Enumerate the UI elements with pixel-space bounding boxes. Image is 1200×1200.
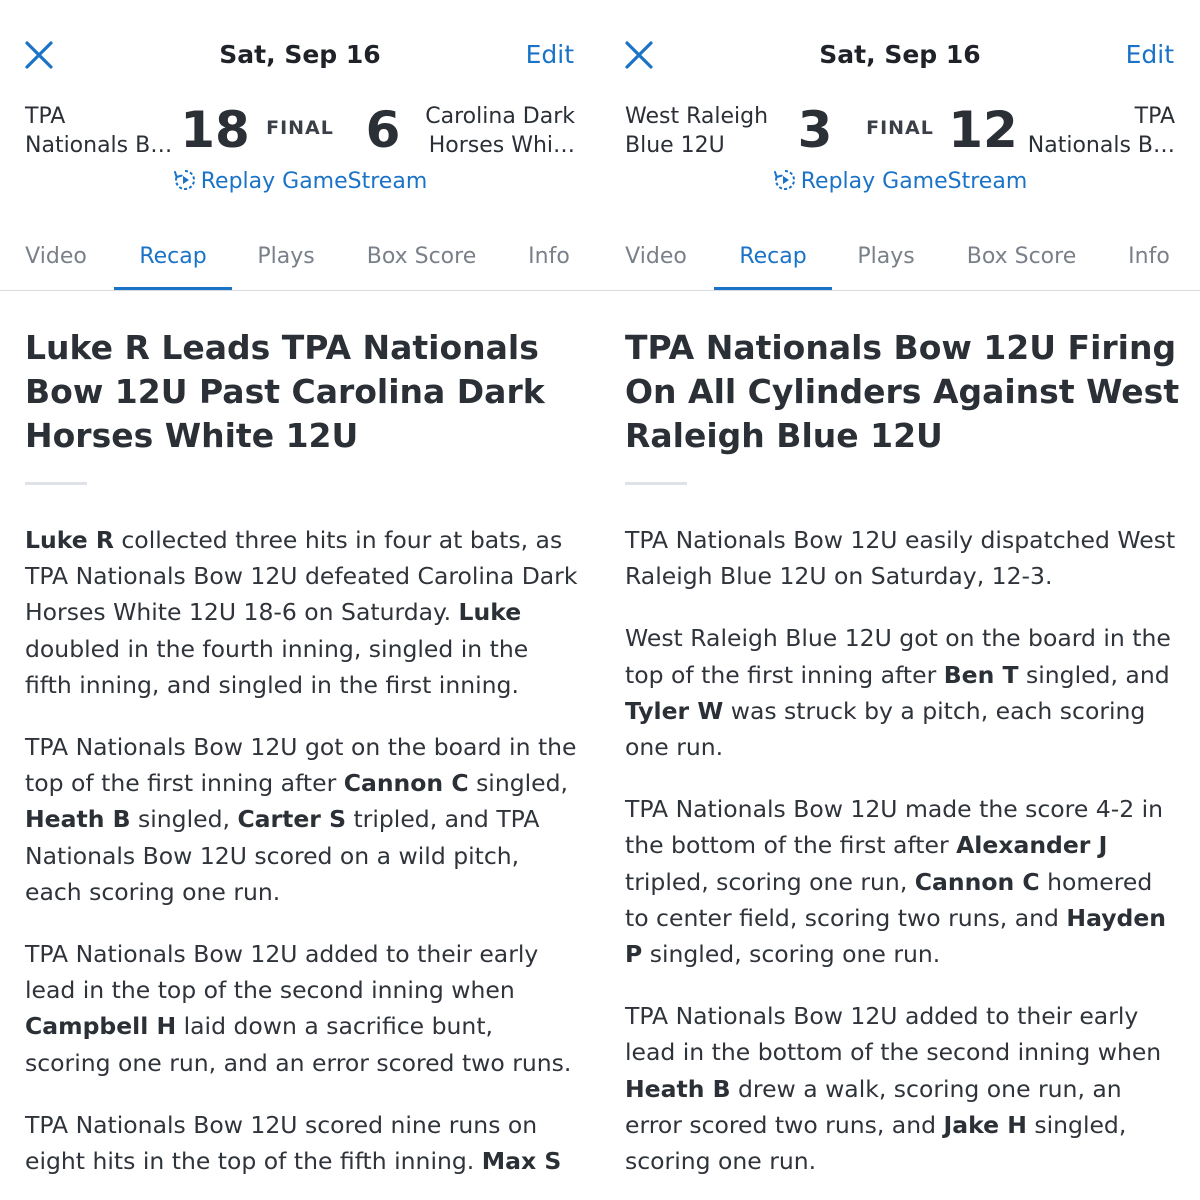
scoreboard — [600, 100, 1200, 170]
away-team-name-line2: Nationals B… — [25, 133, 173, 158]
away-team-name-line1: West Raleigh — [625, 104, 769, 129]
tab-box-score[interactable]: Box Score — [966, 244, 1077, 269]
home-team-name-line1: Carolina Dark — [425, 104, 575, 129]
recap-text: TPA Nationals Bow 12U got on the board in the top of the first inning after — [25, 733, 577, 798]
player-name: Max S — [481, 1147, 562, 1176]
recap-headline: TPA Nationals Bow 12U Firing On All Cylinders Against West Raleigh Blue 12U — [625, 328, 1180, 455]
recap-headline: Luke R Leads TPA Nationals Bow 12U Past Carolina Dark Horses White 12U — [25, 328, 545, 455]
recap-text: TPA Nationals Bow 12U added to their early lead in the top of the second inning when — [25, 940, 539, 1005]
tab-video[interactable]: Video — [625, 244, 687, 269]
home-team-name-line1: TPA — [1134, 104, 1175, 129]
recap-paragraph — [625, 998, 1180, 1179]
edit-button[interactable]: Edit — [525, 40, 574, 69]
player-name: Heath B — [625, 1074, 731, 1103]
recap-paragraph — [25, 729, 580, 910]
game-recap-screen-2 — [600, 0, 1200, 1200]
away-team-name-line1: TPA — [25, 104, 66, 129]
top-bar — [0, 30, 600, 86]
tab-info[interactable]: Info — [528, 244, 570, 269]
recap-text: singled, — [468, 769, 569, 798]
player-name: Jake H — [943, 1110, 1027, 1139]
home-team-name[interactable] — [1010, 102, 1175, 160]
game-status: FINAL — [266, 117, 334, 139]
tab-video[interactable]: Video — [25, 244, 87, 269]
recap-text: drew a walk, scoring one run, an error scored two runs, and — [625, 1074, 1122, 1139]
player-name: Cannon C — [343, 769, 469, 798]
player-name: Carter S — [237, 805, 346, 834]
edit-button[interactable]: Edit — [1125, 40, 1174, 69]
recap-text: tripled, and TPA Nationals Bow 12U scored on a wild pitch, each scoring one run. — [25, 805, 540, 906]
recap-text: TPA Nationals Bow 12U made the score 4-2 in the bottom of the first after — [625, 795, 1164, 860]
player-name: Alexander J — [956, 831, 1108, 860]
game-status: FINAL — [866, 117, 934, 139]
player-name: Luke R — [25, 526, 114, 554]
game-date: Sat, Sep 16 — [219, 40, 381, 69]
recap-text: singled, scoring one run. — [625, 1110, 1127, 1176]
recap-text: singled, and — [1018, 660, 1170, 689]
home-team-name-line2: Nationals B… — [1027, 133, 1175, 158]
away-team-name[interactable] — [25, 102, 185, 160]
recap-paragraph — [25, 522, 580, 703]
home-team-score: 6 — [365, 101, 401, 159]
player-name: Cannon C — [914, 867, 1040, 896]
recap-text: singled, — [130, 805, 238, 834]
recap-paragraph — [625, 522, 1180, 594]
headline-divider — [25, 482, 87, 485]
replay-icon — [773, 168, 797, 192]
replay-gamestream-label: Replay GameStream — [200, 169, 428, 194]
recap-body — [625, 522, 1180, 1179]
recap-text: collected three hits in four at bats, as TPA Nationals Bow 12U defeated Carolina Dark Horses White 12U 18-6 on Saturday. — [25, 526, 578, 627]
recap-text: singled, scoring one run. — [642, 940, 941, 969]
recap-text: laid down a sacrifice bunt, scoring one run, and an error scored two runs. — [25, 1012, 572, 1077]
replay-icon — [173, 168, 197, 192]
recap-article — [25, 326, 580, 1200]
replay-gamestream-link[interactable] — [600, 168, 1200, 194]
home-team-name-line2: Horses Whi… — [428, 133, 575, 158]
tab-plays[interactable]: Plays — [257, 244, 315, 269]
recap-paragraph — [25, 936, 580, 1081]
recap-body — [25, 522, 580, 1179]
scoreboard — [0, 100, 600, 170]
player-name: Tyler W — [625, 696, 724, 725]
recap-paragraph — [625, 620, 1180, 765]
top-bar — [600, 30, 1200, 86]
tab-plays[interactable]: Plays — [857, 244, 915, 269]
player-name: Heath B — [25, 805, 131, 834]
player-name: Ben T — [943, 660, 1019, 689]
home-team-name[interactable] — [410, 102, 575, 160]
recap-text: homered to center field, scoring two runs, and — [625, 867, 1153, 932]
tab-bar — [0, 238, 600, 291]
tab-box-score[interactable]: Box Score — [366, 244, 477, 269]
tab-recap[interactable]: Recap — [114, 244, 232, 290]
away-team-name[interactable] — [625, 102, 785, 160]
game-date: Sat, Sep 16 — [819, 40, 981, 69]
away-team-name-line2: Blue 12U — [625, 133, 725, 158]
home-team-score: 12 — [948, 101, 1018, 159]
recap-text: tripled, scoring one run, — [625, 867, 915, 896]
player-name: Luke — [458, 598, 522, 627]
recap-text: was struck by a pitch, each scoring one run. — [625, 696, 1146, 762]
recap-text: TPA Nationals Bow 12U easily dispatched West Raleigh Blue 12U on Saturday, 12-3. — [625, 526, 1176, 591]
replay-gamestream-link[interactable] — [0, 168, 600, 194]
tab-bar — [600, 238, 1200, 291]
tab-info[interactable]: Info — [1128, 244, 1170, 269]
tab-recap[interactable]: Recap — [714, 244, 832, 290]
away-team-score: 18 — [180, 101, 250, 159]
recap-text: West Raleigh Blue 12U got on the board in the top of the first inning after — [625, 624, 1171, 689]
recap-text: doubled in the fourth inning, singled in the fifth inning, and singled in the first inning. — [25, 634, 529, 699]
player-name: Hayden P — [625, 903, 1167, 969]
recap-text: TPA Nationals Bow 12U added to their early lead in the bottom of the second inning when — [625, 1002, 1162, 1067]
away-team-score: 3 — [797, 101, 833, 159]
recap-paragraph — [625, 791, 1180, 972]
replay-gamestream-label: Replay GameStream — [800, 169, 1028, 194]
player-name: Campbell H — [25, 1012, 177, 1041]
recap-text: TPA Nationals Bow 12U scored nine runs on eight hits in the top of the fifth inning. — [25, 1110, 538, 1176]
recap-article — [625, 326, 1180, 1200]
headline-divider — [625, 482, 687, 485]
recap-paragraph — [25, 1107, 580, 1179]
